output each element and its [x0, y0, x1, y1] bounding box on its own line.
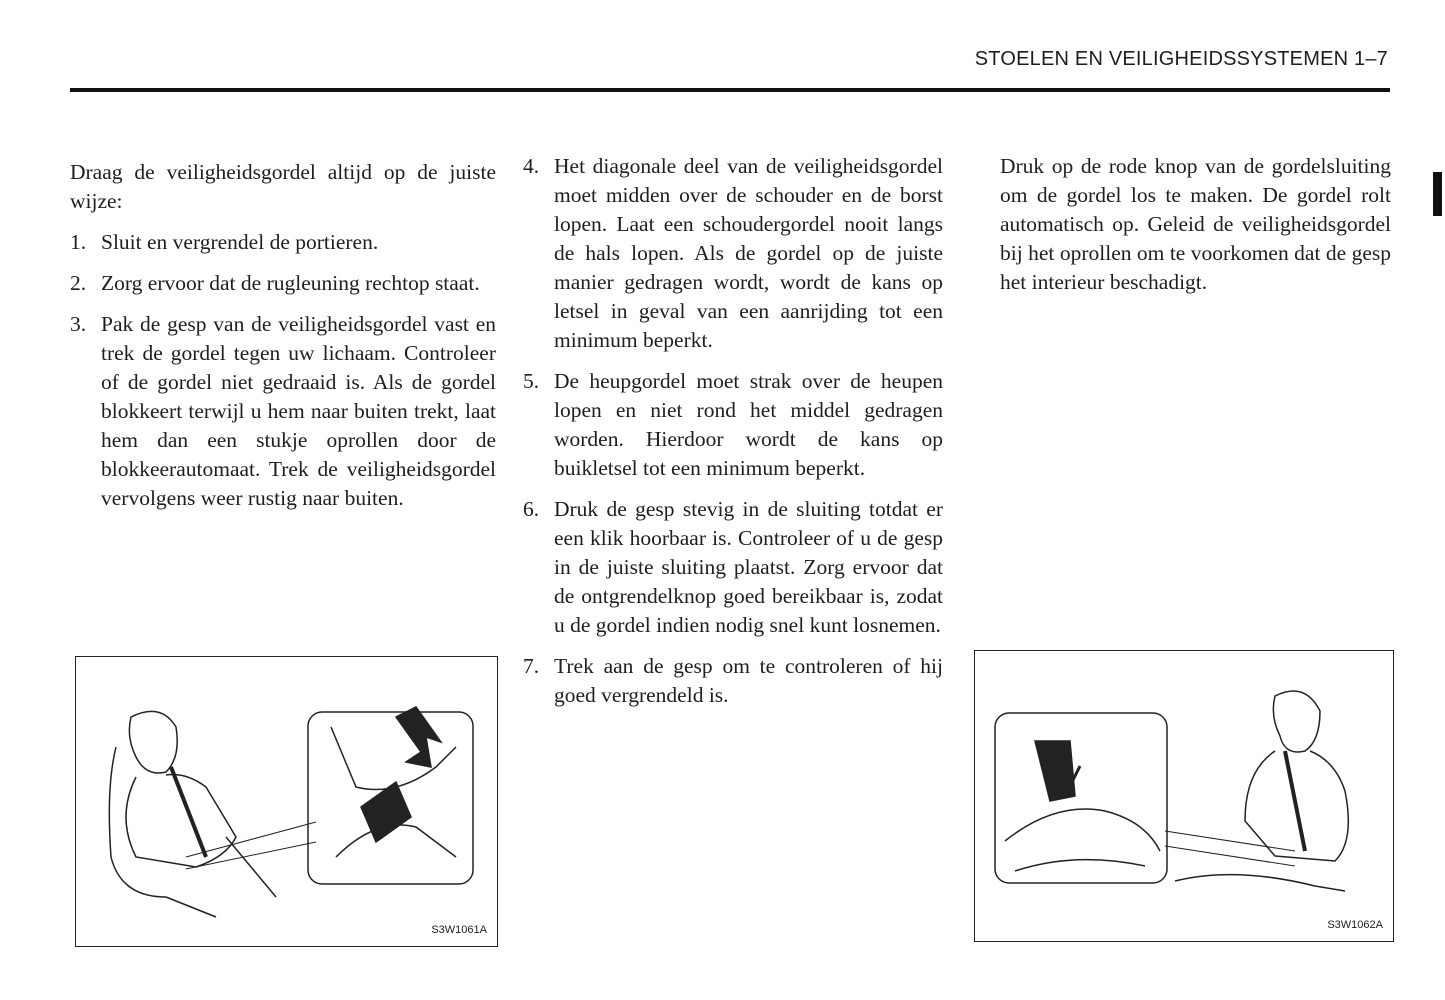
- column-2: [523, 152, 943, 722]
- page-header-title: STOELEN EN VEILIGHEIDSSYSTEMEN 1–7: [974, 48, 1388, 70]
- illustration-fasten-belt: [76, 657, 497, 946]
- list-item: [523, 652, 943, 710]
- column-3: [1000, 152, 1391, 309]
- item-number: 1.: [70, 230, 87, 254]
- item-text: Het diagonale deel van de veiligheidsgordel moet midden over de schouder en de borst lopen. Laat een schoudergordel nooit langs de hals lopen. Als de gordel op de juiste manier gedragen wordt, wordt de kans op letsel in geval van een aanrijding tot een minimum beperkt.: [554, 154, 943, 352]
- item-number: 3.: [70, 312, 87, 336]
- item-number: 6.: [523, 497, 540, 521]
- figure-code: S3W1061A: [431, 924, 487, 936]
- item-text: Druk de gesp stevig in de sluiting totdat er een klik hoorbaar is. Controleer of u de gesp in de juiste sluiting plaatst. Zorg ervoor dat de ontgrendelknop goed bereikbaar is, zodat u de gordel indien nodig snel kunt losnemen.: [554, 497, 943, 637]
- list-item: [523, 367, 943, 483]
- figure-code: S3W1062A: [1327, 919, 1383, 931]
- item-text: Trek aan de gesp om te controleren of hij goed vergrendeld is.: [554, 654, 943, 707]
- column-1: [70, 158, 496, 525]
- item-number: 7.: [523, 654, 540, 678]
- figure-fasten-belt: [75, 656, 498, 947]
- list-item: [70, 310, 496, 513]
- item-number: 4.: [523, 154, 540, 178]
- item-text: Sluit en vergrendel de portieren.: [101, 230, 379, 254]
- item-text: Pak de gesp van de veiligheidsgordel vast en trek de gordel tegen uw lichaam. Controleer of de gordel niet gedraaid is. Als de gordel blokkeert terwijl u hem naar buiten trekt, laat hem dan een stukje oprollen door de blokkeerautomaat. Trek de veiligheidsgordel vervolgens weer rustig naar buiten.: [101, 312, 496, 510]
- header-rule: [70, 88, 1390, 92]
- figure-release-belt: [974, 650, 1394, 942]
- list-item: [70, 228, 496, 257]
- list-item: [523, 152, 943, 355]
- list-item: [70, 269, 496, 298]
- list-item: [523, 495, 943, 640]
- illustration-release-belt: [975, 651, 1393, 941]
- intro-text: Draag de veiligheidsgordel altijd op de juiste wijze:: [70, 160, 496, 213]
- item-text: Zorg ervoor dat de rugleuning rechtop staat.: [101, 271, 480, 295]
- item-number: 2.: [70, 271, 87, 295]
- section-tab-marker: [1433, 172, 1442, 216]
- item-number: 5.: [523, 369, 540, 393]
- item-text: De heupgordel moet strak over de heupen lopen en niet rond het middel gedragen worden. Hierdoor wordt de kans op buikletsel tot een minimum beperkt.: [554, 369, 943, 480]
- release-instructions: Druk op de rode knop van de gordelsluiting om de gordel los te maken. De gordel rolt automatisch op. Geleid de veiligheidsgordel bij het oprollen om te voorkomen dat de gesp het interieur beschadigt.: [1000, 154, 1391, 294]
